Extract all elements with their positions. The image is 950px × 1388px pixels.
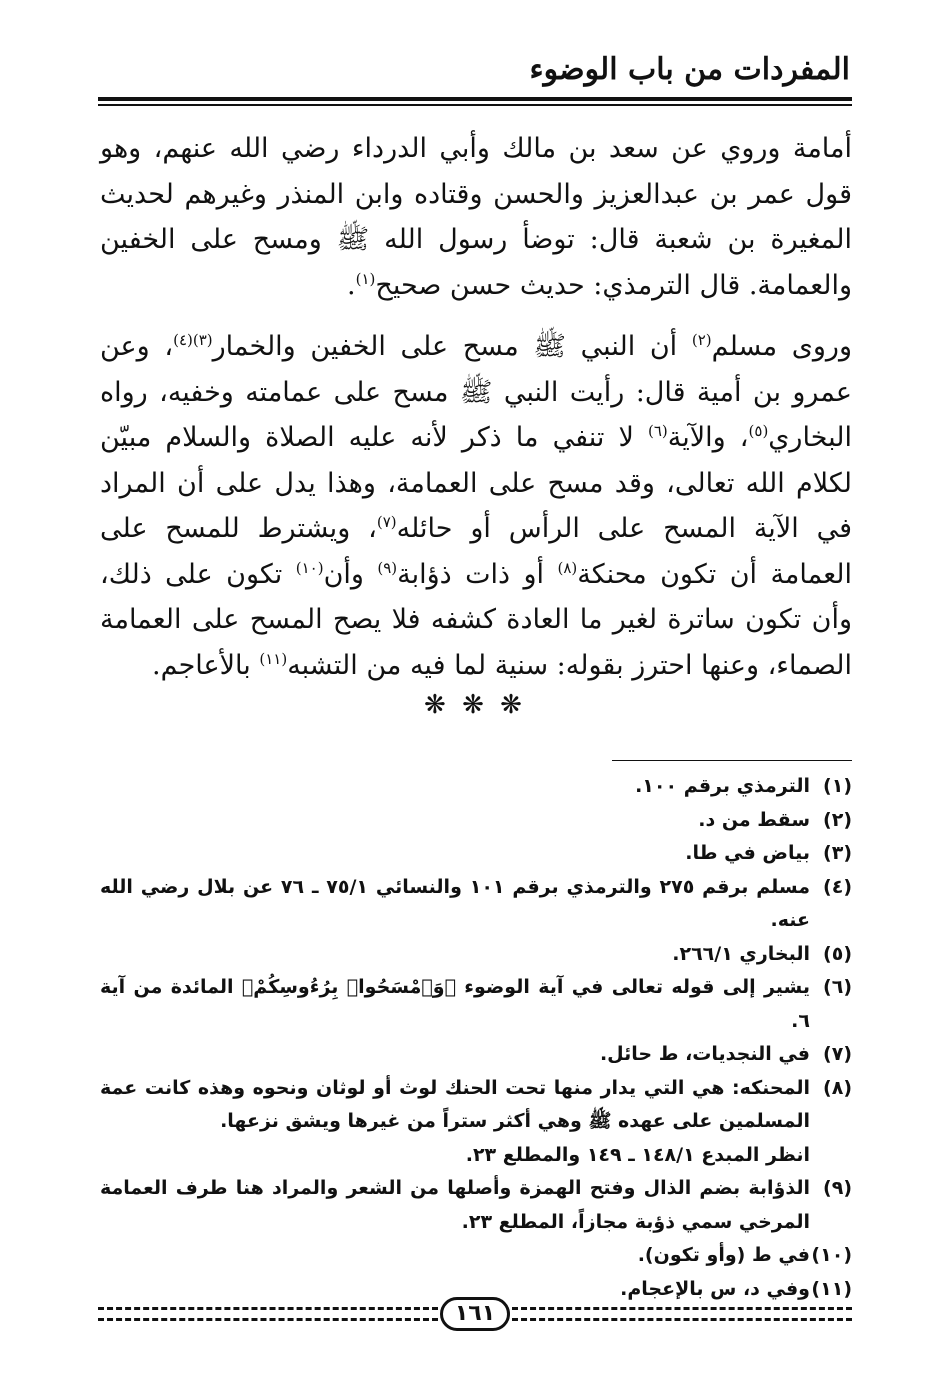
footnote-number: (٩): [823, 1177, 852, 1199]
footnote-ref-3: (٣): [192, 331, 213, 349]
footnote-ref-4: (٤): [173, 331, 193, 349]
footnote-ref-11: (١١): [259, 649, 288, 668]
main-text: [100, 126, 852, 688]
footnote-ref-6: (٦): [647, 422, 668, 440]
footnote-number: (٨): [823, 1076, 852, 1099]
footnote-text: الترمذي برقم ١٠٠.: [635, 775, 810, 797]
paragraph-1: [100, 126, 852, 308]
footer-dashed-rule-right: [512, 1307, 852, 1321]
paragraph-2-text: ، وعن عمرو بن أمية قال: رأيت النبي ﷺ مسح على عمامته وخفيه، رواه البخاري: [100, 331, 852, 453]
paragraph-1-end: .: [347, 269, 356, 301]
footnote-number: (٢): [823, 808, 852, 831]
footnote-text: في النجديات، ط حائل.: [599, 1043, 810, 1065]
page-number: ١٦١: [440, 1297, 510, 1331]
footnote-ref-9: (٩): [377, 558, 398, 577]
footer-dashed-rule-left: [98, 1307, 438, 1321]
footnote-number: (١١): [811, 1277, 852, 1300]
paragraph-2-text: أن النبي ﷺ مسح على الخفين والخمار: [212, 331, 692, 362]
footnote-item: [100, 770, 852, 804]
paragraph-2-text: لا تنفي ما ذكر لأنه عليه الصلاة والسلام مبيّن لكلام الله تعالى، وقد مسح على العمامة، وهذا يدل على أن المراد في الآية المسح على الرأس أو حائله: [100, 422, 852, 544]
footnote-item: [100, 837, 852, 871]
footnote-text: في ط (وأو تكون).: [637, 1244, 810, 1266]
paragraph-2: [100, 324, 852, 688]
footnote-item: [100, 1038, 852, 1072]
paragraph-2-text: ، ويشترط للمسح على العمامة أن تكون محنكة: [100, 513, 852, 590]
footnote-ref-10: (١٠): [295, 558, 324, 577]
page-footer: [98, 1295, 852, 1335]
paragraph-2-text: تكون على ذلك، وأن تكون ساترة لغير ما العادة كشفه فلا يصح المسح على العمامة الصماء، وعنها احترز بقوله: سنية لما فيه من التشبه: [100, 558, 852, 681]
footnote-item: [100, 871, 852, 938]
footnote-ref-1: (١): [355, 269, 376, 288]
footnote-text: الذؤابة بضم الذال وفتح الهمزة وأصلها من الشعر والمراد هنا طرف العمامة المرخي سمي ذؤبة مجازاً، المطلع ٢٣.: [100, 1177, 810, 1233]
paragraph-2-text: وأن: [323, 558, 378, 590]
footnote-number: (٥): [823, 942, 852, 965]
footnote-text: مسلم برقم ٢٧٥ والترمذي برقم ١٠١ والنسائي ٧٥/١ ـ ٧٦ عن بلال رضي الله عنه.: [100, 875, 811, 931]
footnote-number: (٧): [823, 1043, 852, 1065]
footnote-ref-2: (٢): [691, 331, 712, 349]
footnote-number: (٦): [823, 976, 852, 998]
header-rule-thick: [98, 97, 852, 101]
footnote-number: (٣): [823, 842, 852, 864]
footnote-rule: [612, 760, 852, 761]
footnote-number: (١): [823, 775, 852, 797]
footnote-text: يشير إلى قوله تعالى في آية الوضوء ﴿وَٱمْسَحُوا۟ بِرُءُوسِكُمْ﴾ المائدة من آية ٦.: [100, 976, 810, 1032]
paragraph-2-text: بالأعاجم.: [152, 649, 260, 681]
paragraph-2-text: أو ذات ذؤابة: [397, 558, 558, 590]
footnote-item: [100, 1172, 852, 1239]
footnote-ref-5: (٥): [748, 422, 769, 440]
running-header-title: المفردات من باب الوضوء: [529, 52, 850, 87]
footnote-number: (٤): [823, 875, 852, 898]
paragraph-2-text: ، والآية: [667, 422, 749, 453]
footnotes-list: [100, 770, 852, 1306]
footnote-ref-8: (٨): [557, 558, 578, 577]
footnote-item: [100, 938, 852, 972]
paragraph-2-text: وروى مسلم: [711, 331, 852, 362]
footnote-text: البخاري ٢٦٦/١.: [672, 942, 810, 965]
footnote-item: [100, 1072, 852, 1173]
footnote-reference: انظر المبدع ١٤٨/١ ـ ١٤٩ والمطلع ٢٣.: [465, 1143, 810, 1166]
footnote-text-group: [100, 1072, 810, 1173]
paragraph-1-text: أمامة وروي عن سعد بن مالك وأبي الدرداء رضي الله عنهم، وهو قول عمر بن عبدالعزيز والحسن وقتاده وابن المنذر وغيرهم لحديث المغيرة بن شعبة قال: توضأ رسول الله ﷺ ومسح على الخفين والعمامة. قال الترمذي: حديث حسن صحيح: [100, 133, 852, 301]
footnote-text: المحنكه: هي التي يدار منها تحت الحنك لوث أو لوثان ونحوه وهذه كانت عمة المسلمين على عهده ﷺ وهي أكثر ستراً من غيرها ويشق نزعها.: [100, 1076, 810, 1132]
footnote-item: [100, 804, 852, 838]
footnote-item: [100, 1239, 852, 1273]
section-separator-stars: ❋ ❋ ❋: [424, 690, 526, 720]
footnote-text: وفي د، س بالإعجام.: [620, 1277, 810, 1300]
header-rule-thin: [98, 104, 852, 106]
footnote-number: (١٠): [811, 1244, 852, 1266]
footnote-item: [100, 971, 852, 1038]
footnote-text: بياض في طا.: [685, 842, 810, 864]
footnote-text: سقط من د.: [698, 808, 810, 831]
footnote-ref-7: (٧): [376, 513, 397, 531]
